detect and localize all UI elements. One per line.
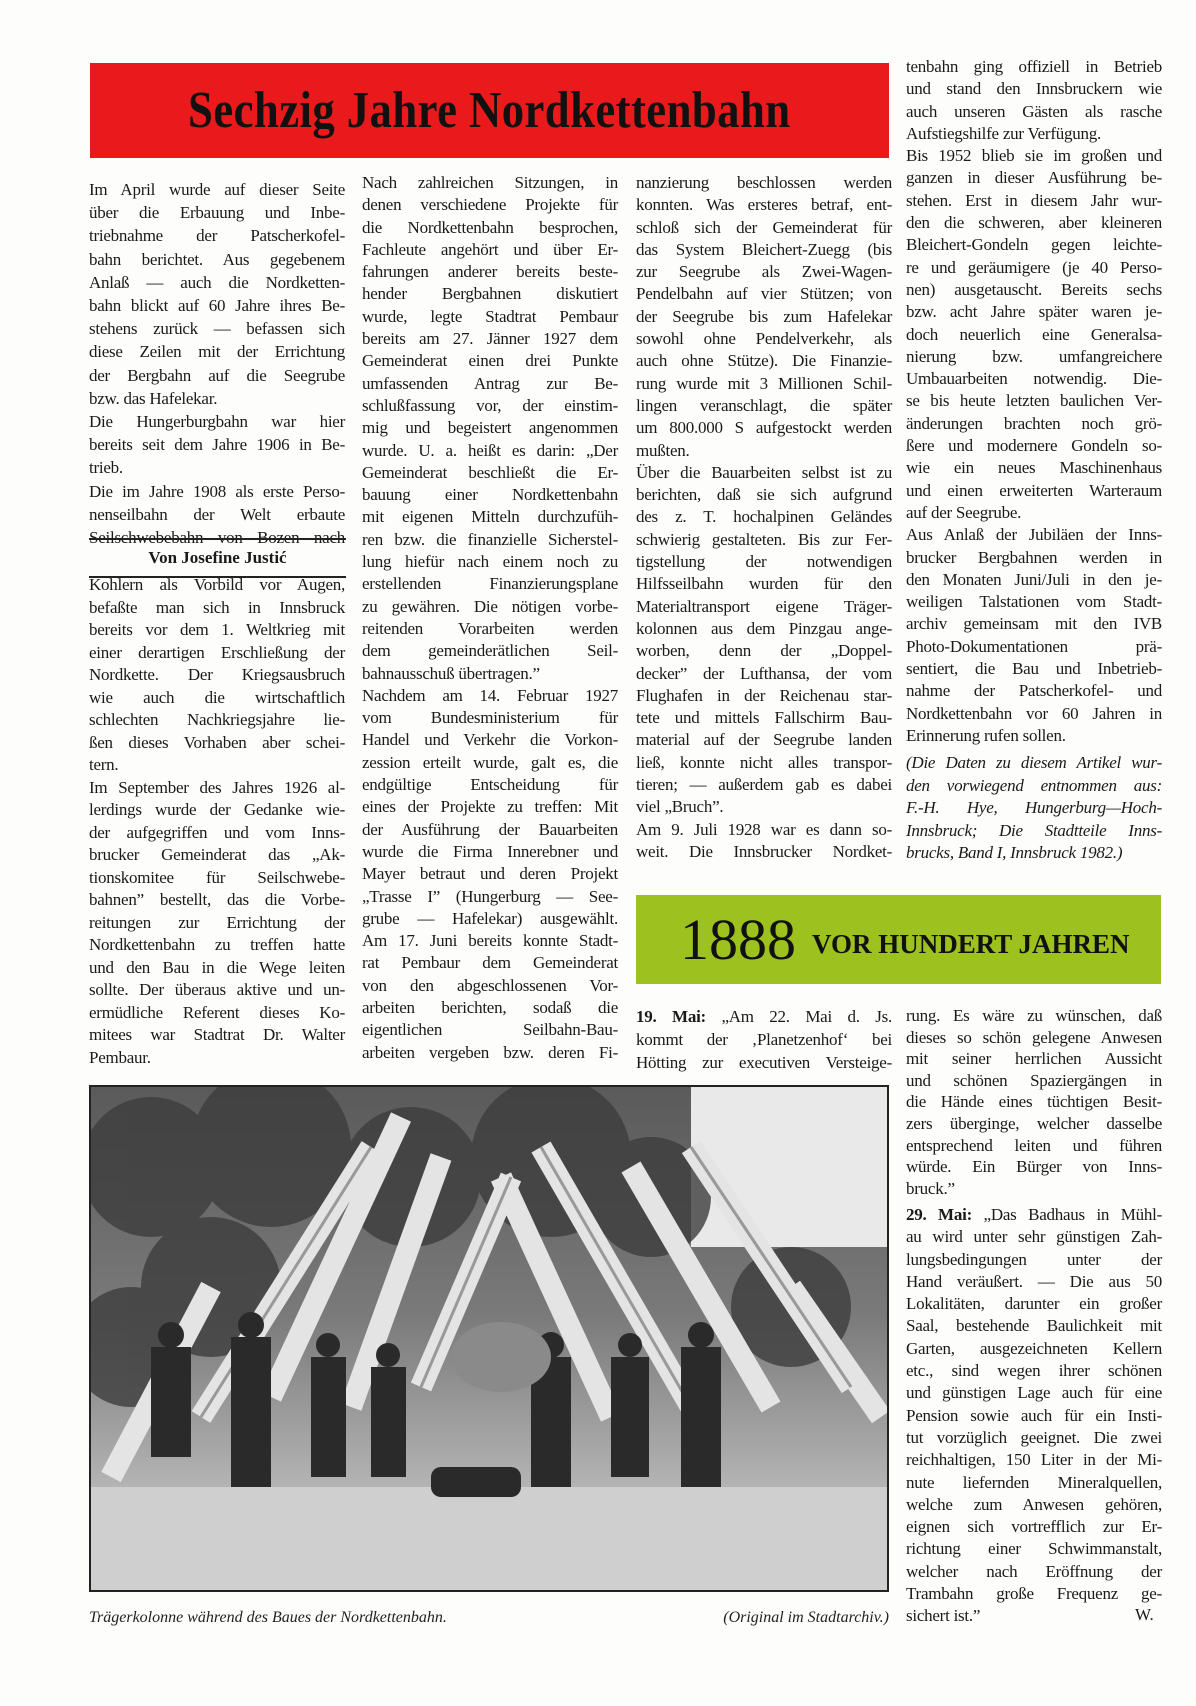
text-line: befaßte man sich in Innsbruck (89, 597, 345, 617)
paragraph (89, 178, 345, 410)
historical-photo (89, 1085, 889, 1592)
text-line: lung hiefür nach einem noch zu (362, 552, 618, 572)
article-column-3 (636, 172, 892, 863)
text-line: bahnen” bestellt, das die Vorbe- (89, 890, 345, 909)
text-line: welcher nach Eröffnung der (906, 1561, 1162, 1581)
text-line: bahnausschuß übertragen.” (362, 663, 540, 683)
text-line: brucks, Band I, Innsbruck 1982.) (906, 843, 1123, 862)
text-line: zu gewähren. Die nötigen vorbe- (362, 596, 618, 616)
text-line: Pension sowie auch für ein Insti- (906, 1405, 1162, 1425)
paragraph (906, 145, 1162, 524)
text-line: wurde. U. a. heißt es darin: „Der (362, 440, 618, 460)
text-line: reichhaltigen, 150 Liter in der Mi- (906, 1450, 1162, 1470)
text-line: Bis 1952 blieb sie im großen und (906, 146, 1162, 166)
history-banner (636, 895, 1161, 984)
text-line: und stand den Innsbruckern wie (906, 79, 1162, 99)
text-line: und einen erweiterten Warteraum (906, 480, 1162, 500)
text-line: Fachleute angehört und über Er- (362, 239, 618, 259)
text-line: von den abgeschlossenen Vor- (362, 975, 618, 995)
text-line: Umbauarbeiten notwendig. Die- (906, 369, 1162, 389)
text-line: die Hände eines tüchtigen Besit- (906, 1092, 1162, 1112)
paragraph (906, 524, 1162, 747)
author-byline (89, 538, 346, 578)
text-line: bzw. das Hafelekar. (89, 388, 218, 408)
text-line: grube — Hafelekar) ausgewählt. (362, 908, 618, 928)
text-line: brucker Bergbahnen werden in (906, 547, 1162, 567)
text-line (636, 1005, 892, 1028)
text-line: Lokalitäten, darunter ein großer (906, 1294, 1162, 1314)
article-column-1-upper (89, 178, 345, 549)
paragraph (89, 410, 345, 480)
text-line: nenseilbahn der Welt erbaute (89, 504, 345, 524)
text-line: änderungen brachten noch grö- (906, 413, 1162, 433)
photo-credit: (Original im Stadtarchiv.) (723, 1609, 889, 1626)
text-line: rung. Es wäre zu wünschen, daß (906, 1006, 1162, 1025)
text-line: Photo-Dokumentationen prä- (906, 636, 1162, 656)
text-line: re und geräumigere (je 40 Perso- (906, 257, 1162, 277)
text-line: kommt der ‚Planetzenhof‘ bei (636, 1030, 892, 1049)
text-line: und schönen Spaziergängen in (906, 1070, 1162, 1090)
article-column-2 (362, 172, 618, 1064)
text-line: erstellenden Finanzierungsplane (362, 574, 618, 594)
text-line: au wird unter sehr günstigen Zah- (906, 1227, 1162, 1247)
article-source-note (906, 752, 1162, 865)
paragraph (636, 1005, 892, 1074)
text-line: richtung einer Schwimmanstalt, (906, 1539, 1162, 1559)
text-line: nahme der Patscherkofel- und (906, 681, 1162, 701)
text-line: Am 17. Juni bereits konnte Stadt- (362, 931, 618, 951)
text-line: stehens zurück — befassen sich (89, 319, 345, 339)
text-line: Gemeinderat beschließt die Er- (362, 462, 618, 482)
text-line: den die schweren, aber kleineren (906, 213, 1162, 233)
text-line: Handel und Verkehr die Vorkon- (362, 730, 618, 750)
text-line: Kohlern als Vorbild vor Augen, (89, 575, 345, 594)
text-line: bereits seit dem Jahre 1906 in Be- (89, 435, 345, 455)
text-line: se bis heute letzten baulichen Ver- (906, 391, 1162, 411)
text-line: nen) ausgetauscht. Bereits sechs (906, 279, 1162, 299)
text-line: sentiert, die Bau und Inbetrieb- (906, 659, 1162, 679)
text-line: arbeiten vergeben bzw. deren Fi- (362, 1042, 618, 1062)
text-line (906, 1204, 1162, 1226)
text-line: umfassenden Antrag zur Be- (362, 373, 618, 393)
text-line: lingen veranschlagt, die später (636, 395, 892, 415)
text-line: wie auch die wirtschaftlich (89, 687, 345, 707)
entry-text: „Am 22. Mai d. Js. (705, 1007, 892, 1026)
text-line: den vorwiegend entnommen aus: (906, 775, 1162, 795)
text-line: triebnahme der Patscherkofel- (89, 226, 345, 246)
text-line: bruck.” (906, 1178, 955, 1198)
text-line: Nach zahlreichen Sitzungen, in (362, 173, 618, 192)
text-line: Pembaur. (89, 1047, 151, 1067)
text-line: Die Hungerburgbahn war hier (89, 412, 345, 432)
text-line: Aus Anlaß der Jubiläen der Inns- (906, 525, 1162, 545)
text-line: eigentlichen Seilbahn-Bau- (362, 1020, 618, 1040)
text-line: weit. Die Innsbrucker Nordket- (636, 841, 892, 861)
text-line: Mayer betraut und deren Projekt (362, 864, 618, 884)
text-line: lerdings wurde der Gedanke wie- (89, 800, 345, 819)
text-line: weiligen Talstationen vom Stadt- (906, 592, 1162, 612)
text-line: fahrungen anderer bereits beste- (362, 262, 618, 282)
text-line: mit seiner herrlichen Aussicht (906, 1049, 1162, 1069)
text-line: diese Zeilen mit der Errichtung (89, 342, 345, 362)
text-line: nanzierung beschlossen werden (636, 173, 892, 192)
text-line: sichert ist.” (906, 1606, 981, 1626)
history-year: 1888 (680, 906, 796, 972)
text-line: die Nordkettenbahn besprochen, (362, 217, 618, 237)
text-line: Im April wurde auf dieser Seite (89, 180, 345, 199)
text-line: Über die Bauarbeiten selbst ist zu (636, 462, 892, 482)
paragraph (636, 819, 892, 864)
text-line: Die im Jahre 1908 als erste Perso- (89, 481, 345, 501)
paragraph (362, 172, 618, 685)
text-line: Anlaß — auch die Nordketten- (89, 272, 345, 292)
history-heading: VOR HUNDERT JAHREN (812, 929, 1130, 959)
text-line: Am 9. Juli 1928 war es dann so- (636, 819, 892, 839)
text-line: Nordkettenbahn vor 60 Jahren in (906, 703, 1162, 723)
text-line: dieses so schön gelegene Anwesen (906, 1027, 1162, 1047)
text-line: auch ohne Stütze). Die Finanzie- (636, 351, 892, 371)
text-line: reitenden Vorarbeiten werden (362, 618, 618, 638)
text-line: Aufstiegshilfe zur Verfügung. (906, 123, 1101, 143)
text-line: decker” der Lufthansa, der vom (636, 663, 892, 683)
text-line: bahn berichtet. Aus gegebenem (89, 249, 345, 269)
text-line: zession erteilt wurde, galt es, die (362, 752, 618, 772)
text-line: Erinnerung rufen sollen. (906, 725, 1066, 745)
text-line: und den Bau in die Wege leiten (89, 957, 345, 977)
text-line: den Monaten Juni/Juli in den je- (906, 569, 1162, 589)
text-line: vom Bundesministerium für (362, 708, 618, 728)
text-line: Flughafen in der Reichenau star- (636, 685, 892, 705)
text-line: auch unseren Gästen als rasche (906, 101, 1162, 121)
text-line: tionskomitee für Seilschwebe- (89, 867, 345, 887)
text-line: Nordkettenbahn zu treffen hatte (89, 935, 345, 954)
article-title: Sechzig Jahre Nordkettenbahn (188, 82, 791, 139)
paragraph (906, 1204, 1162, 1628)
text-line: sowohl ohne Pendelverkehr, als (636, 329, 892, 349)
text-line: Gemeinderat einen drei Punkte (362, 351, 618, 371)
text-line: stehen. Erst in diesem Jahr wur- (906, 190, 1162, 210)
text-line: doch neuerlich eine Generalsa- (906, 324, 1162, 344)
author-name: Von Josefine Justić (148, 548, 287, 567)
history-column-4-lower (906, 1204, 1162, 1628)
text-line: Hand veräußert. — Die aus 50 (906, 1271, 1162, 1291)
paragraph (362, 685, 618, 1064)
history-signature: W. (1135, 1605, 1154, 1624)
text-line: wie ein neues Maschinenhaus (906, 458, 1162, 478)
text-line: der Bergbahn auf die Seegrube (89, 365, 345, 385)
text-line: Im September des Jahres 1926 al- (89, 777, 345, 797)
text-line: etc., sind wegen ihrer schönen (906, 1361, 1162, 1381)
text-line: sollte. Der überaus aktive und un- (89, 980, 345, 999)
text-line: das System Bleichert-Zuegg (bis (636, 239, 892, 259)
text-line: würde. Ein Bürger von Inns- (906, 1157, 1162, 1177)
text-line: um 800.000 S aufgestockt werden (636, 418, 892, 438)
paragraph (906, 752, 1162, 865)
text-line: einer derartigen Erschließung der (89, 642, 345, 662)
text-line: zers überginge, welcher dasselbe (906, 1113, 1162, 1133)
article-column-1-lower (89, 574, 345, 1069)
paragraph (906, 1005, 1162, 1199)
text-line: material auf der Seegrube landen (636, 730, 892, 750)
text-line: schloß sich der Gemeinderat für (636, 217, 892, 237)
text-line: wurde, legte Stadtrat Pembaur (362, 306, 618, 326)
text-line: berichten, daß sie sich aufgrund (636, 485, 892, 505)
text-line: Bleichert-Gondeln gegen leichte- (906, 235, 1162, 255)
text-line: tenbahn ging offiziell in Betrieb (906, 57, 1162, 76)
text-line: schwierig gestalteten. Bis zur Fer- (636, 529, 892, 549)
text-line: des z. T. hochalpinen Geländes (636, 507, 892, 527)
text-line: ßere und modernere Gondeln so- (906, 436, 1162, 456)
text-line: bahn blickt auf 60 Jahre ihres Be- (89, 296, 345, 316)
text-line: endgültige Entscheidung für (362, 775, 618, 795)
paragraph (636, 172, 892, 462)
text-line: ren bzw. die finanzielle Sicherstel- (362, 529, 618, 549)
text-line: wurde die Firma Innerebner und (362, 841, 618, 861)
entry-date: 29. Mai: (906, 1205, 972, 1224)
text-line: mit eigenen Mitteln durchzufüh- (362, 507, 618, 527)
text-line: entsprechend leiten und führen (906, 1135, 1162, 1155)
text-line: tern. (89, 755, 119, 774)
photo-caption: Trägerkolonne während des Baues der Nordkettenbahn. (89, 1609, 447, 1626)
text-line: auf der Seegrube. (906, 502, 1022, 522)
article-title-banner (90, 63, 889, 158)
text-line: konnten. Was ersteres betraf, ent- (636, 195, 892, 215)
article-column-4 (906, 56, 1162, 747)
text-line: Pendelbahn auf vier Stützen; von (636, 284, 892, 304)
text-line: Seilschwebebahn von Bozen nach (89, 528, 345, 548)
text-line: Hilfsseilbahn wurden für den (636, 574, 892, 594)
text-line: Nordkette. Der Kriegsausbruch (89, 665, 345, 684)
text-line: Nachdem am 14. Februar 1927 (362, 685, 618, 705)
text-line: archiv gemeinsam mit den IVB (906, 614, 1162, 634)
history-column-4-upper (906, 1005, 1162, 1199)
text-line: bzw. acht Jahre später waren je- (906, 302, 1162, 322)
text-line: brucker Gemeinderat das „Ak- (89, 845, 345, 864)
text-line: ließ, konnte nicht alles transpor- (636, 752, 892, 772)
text-line: Garten, ausgezeichneten Kellern (906, 1338, 1162, 1358)
text-line: schlußfassung vor, der einstim- (362, 395, 618, 415)
text-line: der aufgegriffen und vom Inns- (89, 822, 345, 842)
text-line: und günstigen Lage auch für eine (906, 1383, 1162, 1403)
text-line: rat Pembaur dem Gemeinderat (362, 953, 618, 973)
text-line: der Seegrube bis zum Hafelekar (636, 306, 892, 326)
text-line: worben, denn der „Doppel- (636, 641, 892, 661)
paragraph (89, 574, 345, 777)
text-line: welche zum Anwesen gehören, (906, 1494, 1162, 1514)
text-line: Trambahn große Frequenz ge- (906, 1584, 1162, 1604)
text-line: schlechten Nachkriegsjahre lie- (89, 710, 345, 729)
text-line: hender Bergbahnen diskutiert (362, 284, 618, 304)
text-line: denen verschiedene Projekte für (362, 195, 618, 215)
text-line: ganzen in dieser Ausführung be- (906, 168, 1162, 188)
text-line: mig und begeistert angenommen (362, 418, 618, 438)
text-line: lungsbedingungen unter der (906, 1249, 1162, 1269)
porters-carrying-beams-image (91, 1087, 889, 1592)
text-line: „Trasse I” (Hungerburg — See- (362, 886, 618, 906)
text-line: Hötting zur executiven Versteige- (636, 1053, 892, 1072)
entry-date: 19. Mai: (636, 1007, 706, 1026)
text-line: tut vorzüglich geeignet. Die zwei (906, 1427, 1162, 1447)
text-line: mitees war Stadtrat Dr. Walter (89, 1025, 345, 1044)
text-line: tigstellung der notwendigen (636, 552, 892, 572)
paragraph (906, 56, 1162, 145)
text-line: kolonnen aus dem Pinzgau ange- (636, 618, 892, 638)
paragraph (89, 777, 345, 1070)
text-line: Saal, bestehende Baulichkeit mit (906, 1316, 1162, 1336)
text-line: reitungen zur Errichtung der (89, 912, 345, 932)
text-line: (Die Daten zu diesem Artikel wur- (906, 753, 1162, 772)
text-line: eignen sich vortrefflich zur Er- (906, 1517, 1162, 1537)
text-line: eines der Projekte zu treffen: Mit (362, 797, 618, 817)
text-line: nute liefernden Mineralquellen, (906, 1472, 1162, 1492)
text-line: dem gemeinderätlichen Seil- (362, 641, 618, 661)
entry-text: „Das Badhaus in Mühl- (972, 1205, 1162, 1224)
text-line: rung wurde mit 3 Millionen Schil- (636, 373, 892, 393)
text-line: Innsbruck; Die Stadtteile Inns- (906, 820, 1162, 840)
text-line: ßen dieses Vorhaben aber schei- (89, 732, 345, 752)
text-line: bereits am 27. Jänner 1927 dem (362, 329, 618, 349)
text-line: trieb. (89, 458, 123, 478)
paragraph (636, 462, 892, 819)
text-line: mußten. (636, 440, 690, 460)
text-line: tieren; — außerdem gab es dabei (636, 775, 892, 795)
text-line: Materialtransport eigene Träger- (636, 596, 892, 616)
text-line: ermüdliche Referent dieses Ko- (89, 1002, 345, 1022)
text-line: tete und mittels Fallschirm Bau- (636, 708, 892, 728)
text-line: F.-H. Hye, Hungerburg—Hoch- (906, 798, 1162, 817)
text-line: nierung bzw. umfangreichere (906, 346, 1162, 366)
history-column-3 (636, 1005, 892, 1074)
text-line: zur Seegrube als Zwei-Wagen- (636, 262, 892, 282)
text-line: arbeiten berichten, sodaß die (362, 997, 618, 1017)
text-line: bereits vor dem 1. Weltkrieg mit (89, 620, 345, 639)
text-line: viel „Bruch”. (636, 797, 724, 817)
text-line: der Ausführung der Bauarbeiten (362, 819, 618, 839)
text-line: bauung einer Nordkettenbahn (362, 485, 618, 505)
text-line: über die Erbauung und Inbe- (89, 203, 345, 223)
